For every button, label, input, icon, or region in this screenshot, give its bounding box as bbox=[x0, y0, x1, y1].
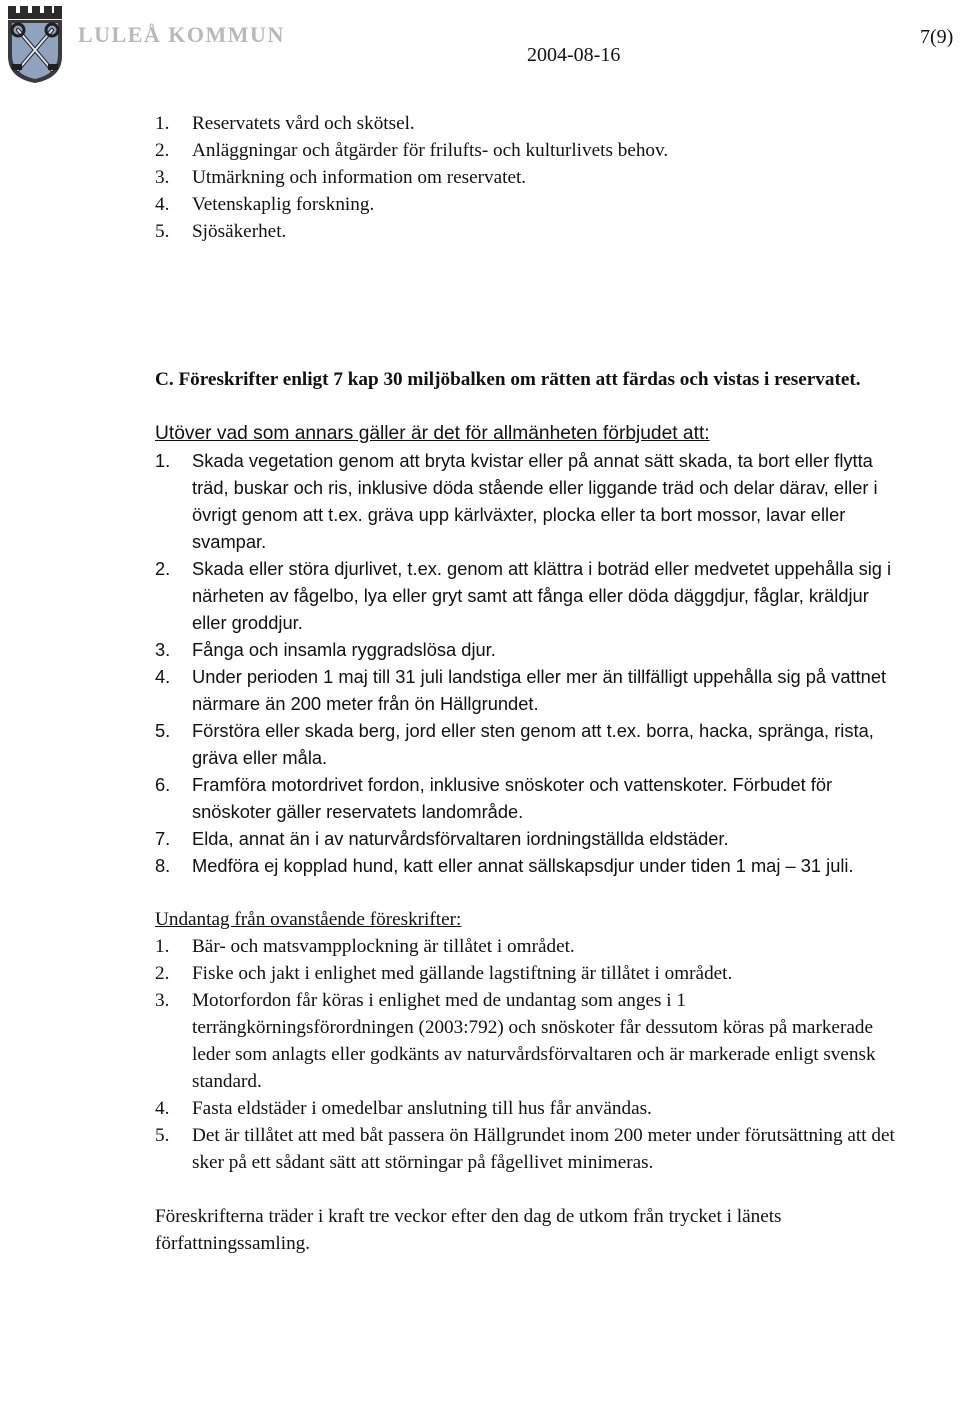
list-item: 2. Anläggningar och åtgärder för frilufts- och kulturlivets behov. bbox=[155, 140, 669, 161]
list-item: 3. Utmärkning och information om reservatet. bbox=[155, 167, 527, 188]
list-item: 1. Skada vegetation genom att bryta kvistar eller på annat sätt skada, ta bort eller flytta träd, buskar och ris, inklusive döda stående eller liggande träd och delar därav, eller i övrigt genom att t.ex. gräva upp kärlväxter, plocka eller ta bort mossor, lavar eller svampar. bbox=[155, 450, 878, 552]
exceptions-heading: Undantag från ovanstående föreskrifter: bbox=[155, 909, 462, 930]
list-item: 4. Fasta eldstäder i omedelbar anslutning till hus får användas. bbox=[155, 1098, 652, 1119]
list-item: 4. Vetenskaplig forskning. bbox=[155, 194, 375, 215]
document-body bbox=[155, 110, 900, 1257]
list-item: 1. Bär- och matsvampplockning är tillåtet i området. bbox=[155, 936, 575, 957]
closing-paragraph: Föreskrifterna träder i kraft tre veckor efter den dag de utkom från trycket i länets författningssamling. bbox=[155, 1206, 782, 1254]
prohibition-list bbox=[155, 447, 900, 879]
document-date: 2004-08-16 bbox=[527, 44, 621, 66]
org-name: LULEÅ KOMMUN bbox=[78, 22, 285, 47]
list-item: 7. Elda, annat än i av naturvårdsförvaltaren iordningställda eldstäder. bbox=[155, 828, 729, 849]
exceptions-list bbox=[155, 933, 900, 1176]
list-item: 5. Det är tillåtet att med båt passera ön Hällgrundet inom 200 meter under förutsättning att det sker på ett sådant sätt att störningar på fågellivet minimeras. bbox=[155, 1125, 895, 1173]
section-heading: C. Föreskrifter enligt 7 kap 30 miljöbalken om rätten att färdas och vistas i reservatet. bbox=[155, 369, 861, 390]
list-item: 4. Under perioden 1 maj till 31 juli landstiga eller mer än tillfälligt uppehålla sig på vattnet närmare än 200 meter från ön Hällgrundet. bbox=[155, 666, 887, 714]
list-item: 2. Fiske och jakt i enlighet med gällande lagstiftning är tillåtet i området. bbox=[155, 963, 733, 984]
page-number: 7(9) bbox=[920, 26, 954, 48]
list-item: 3. Motorfordon får köras i enlighet med de undantag som anges i 1 terrängkörningsförordningen (2003:792) och snöskoter får dessutom köras på markerade leder som anlagts eller godkänts av naturvårdsförvaltaren och är markerade enligt svensk standard. bbox=[155, 990, 876, 1092]
list-item: 2. Skada eller störa djurlivet, t.ex. genom att klättra i boträd eller medvetet uppehålla sig i närheten av fågelbo, lya eller gryt samt att fånga eller döda däggdjur, fåglar, kräldjur eller groddjur. bbox=[155, 558, 892, 633]
coat-of-arms-logo bbox=[4, 4, 64, 84]
list-item: 6. Framföra motordrivet fordon, inklusive snöskoter och vattenskoter. Förbudet för snöskoter gäller reservatets landområde. bbox=[155, 774, 833, 822]
list-item: 5. Förstöra eller skada berg, jord eller sten genom att t.ex. borra, hacka, spränga, rista, gräva eller måla. bbox=[155, 720, 874, 768]
crossed-keys-icon bbox=[4, 4, 64, 84]
list-item: 8. Medföra ej kopplad hund, katt eller annat sällskapsdjur under tiden 1 maj – 31 juli. bbox=[155, 855, 854, 876]
section-intro: Utöver vad som annars gäller är det för allmänheten förbjudet att: bbox=[155, 423, 710, 444]
plan-list bbox=[155, 110, 900, 245]
list-item: 1. Reservatets vård och skötsel. bbox=[155, 113, 415, 134]
list-item: 3. Fånga och insamla ryggradslösa djur. bbox=[155, 639, 496, 660]
list-item: 5. Sjösäkerhet. bbox=[155, 221, 287, 242]
